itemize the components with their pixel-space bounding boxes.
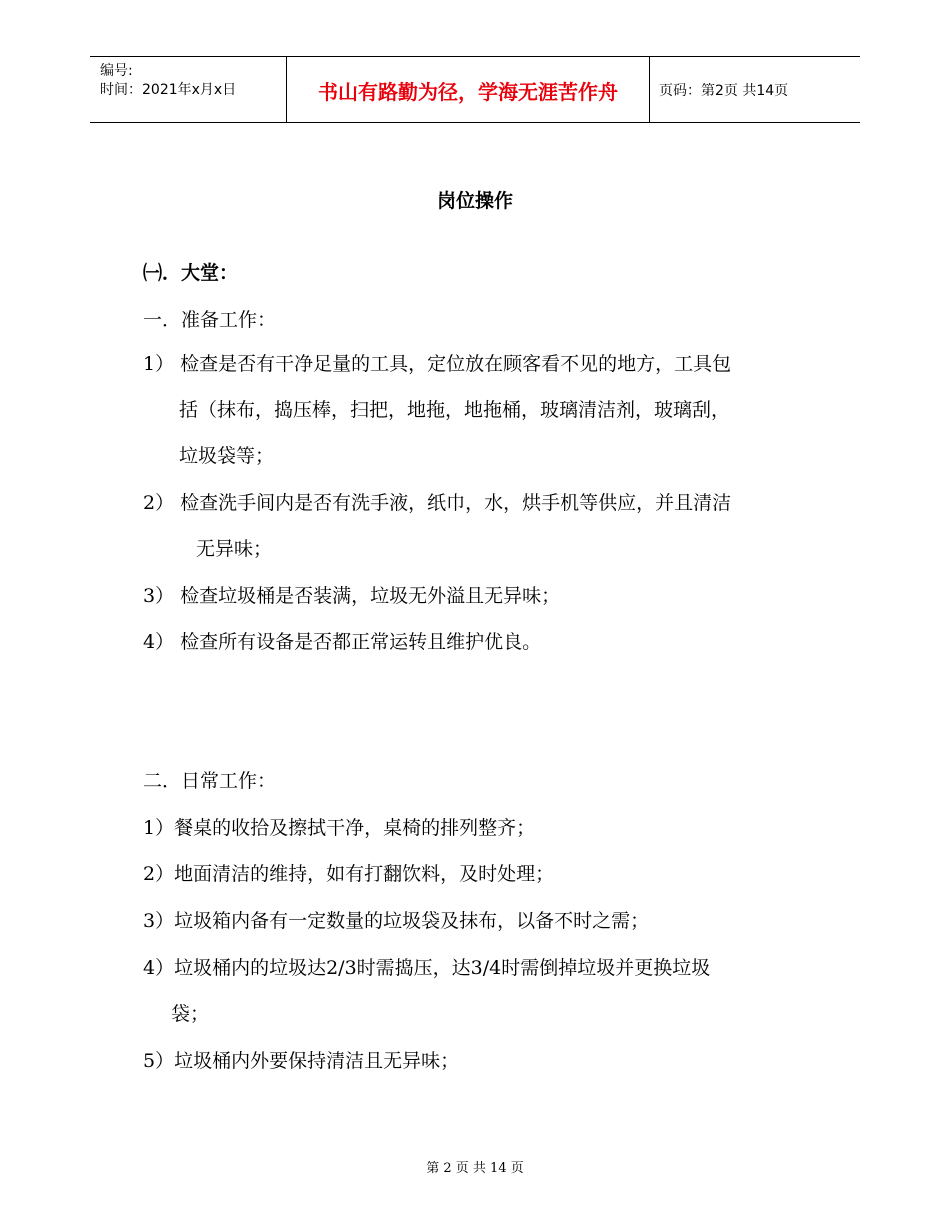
- list-item: 3） 检查垃圾桶是否装满，垃圾无外溢且无异味；: [143, 585, 561, 607]
- header-table: [90, 56, 860, 123]
- list-item-continuation: 括（抹布，捣压棒，扫把，地拖，地拖桶，玻璃清洁剂，玻璃刮，: [179, 399, 731, 421]
- page-footer: 第 2 页 共 14 页: [426, 1161, 524, 1176]
- list-item: 1）餐桌的收拾及擦拭干净，桌椅的排列整齐；: [143, 817, 536, 839]
- motto: 书山有路勤为径，学海无涯苦作舟: [318, 80, 618, 104]
- list-item: 3）垃圾箱内备有一定数量的垃圾袋及抹布，以备不时之需；: [143, 910, 650, 932]
- list-item-continuation: 垃圾袋等；: [179, 445, 275, 467]
- header-motto-cell: [287, 57, 650, 122]
- list-item: 2） 检查洗手间内是否有洗手液，纸巾，水，烘手机等供应，并且清洁: [143, 492, 732, 514]
- part-heading: 一．准备工作：: [143, 309, 277, 331]
- list-item: 1） 检查是否有干净足量的工具，定位放在顾客看不见的地方，工具包: [143, 353, 732, 375]
- list-item: 2）地面清洁的维持，如有打翻饮料，及时处理；: [143, 863, 555, 885]
- time-label: 时间：2021年x月x日: [100, 82, 237, 98]
- page-title: 岗位操作: [436, 190, 513, 212]
- part-heading: 二．日常工作：: [143, 770, 277, 792]
- list-item-continuation: 无异味；: [196, 538, 273, 560]
- list-item: 5）垃圾桶内外要保持清洁且无异味；: [143, 1050, 460, 1072]
- serial-label: 编号:: [100, 63, 133, 79]
- page-code: 页码：第2页 共14页: [659, 83, 789, 99]
- header-page-cell: [650, 57, 860, 122]
- list-item-continuation: 袋；: [171, 1003, 210, 1025]
- list-item: 4） 检查所有设备是否都正常运转且维护优良。: [143, 631, 542, 653]
- list-item: 4）垃圾桶内的垃圾达2/3时需捣压，达3/4时需倒掉垃圾并更换垃圾: [143, 957, 711, 979]
- header-info-cell: [90, 57, 287, 122]
- section-heading: ㈠．大堂：: [143, 262, 239, 284]
